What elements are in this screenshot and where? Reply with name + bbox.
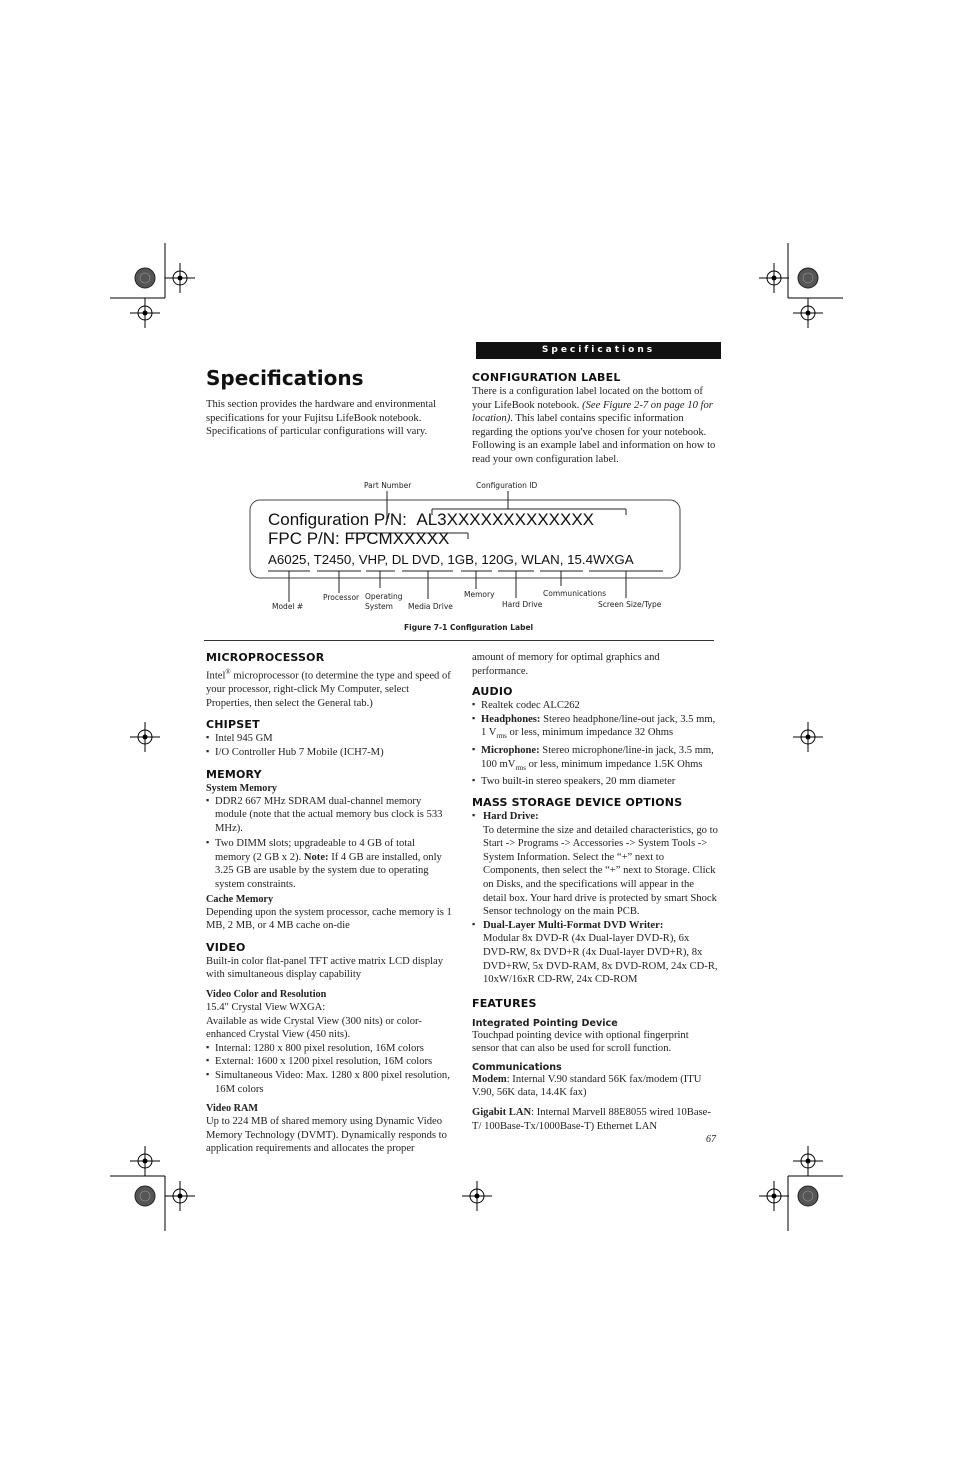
- list-item: ▪ Two DIMM slots; upgradeable to 4 GB of total memory (2 GB x 2). Note: If 4 GB are installed, only 3.25 GB are usable by the system due to operating system constraints.: [206, 837, 452, 891]
- label-configuration-id: Configuration ID: [476, 481, 538, 490]
- microprocessor-heading: MICROPROCESSOR: [206, 651, 325, 664]
- list-item: ▪ External: 1600 x 1200 pixel resolution, 16M colors: [206, 1055, 452, 1069]
- pointing-device-heading: Integrated Pointing Device: [472, 1017, 618, 1029]
- registration-mark-icon: [462, 1181, 492, 1211]
- communications-heading: Communications: [472, 1061, 562, 1073]
- label-memory: Memory: [464, 590, 495, 599]
- config-line-1: Configuration P/N: AL3XXXXXXXXXXXXX: [268, 510, 595, 529]
- configuration-label-section: [472, 371, 720, 467]
- microprocessor-body: Intel® microprocessor (to determine the type and speed of your processor, right-click My Computer, select Properties, then select the General tab.): [206, 668, 451, 709]
- label-model: Model #: [272, 602, 304, 611]
- registration-mark-icon: [759, 1181, 789, 1211]
- config-line-3: A6025, T2450, VHP, DL DVD, 1GB, 120G, WLAN, 15.4WXGA: [268, 552, 634, 567]
- modem-spec: Modem: Internal V.90 standard 56K fax/modem (ITU V.90, 56K data, 14.4K fax): [472, 1073, 702, 1099]
- video-ram-heading: Video RAM: [206, 1103, 258, 1115]
- registration-mark-icon: [793, 298, 823, 328]
- list-item: ▪ Headphones: Stereo headphone/line-out jack, 3.5 mm, 1 $V_{rms}$ or less, minimum impedance 32 Ohms: [472, 713, 718, 744]
- label-screen-size: Screen Size/Type: [598, 600, 662, 609]
- registration-mark-icon: [130, 1146, 160, 1176]
- list-item: ▪ DDR2 667 MHz SDRAM dual-channel memory module (note that the actual memory bus clock is 533 MHz).: [206, 795, 452, 836]
- video-ram-body: Up to 224 MB of shared memory using Dynamic Video Memory Technology (DVMT). Dynamically responds to application requirements and allocates the proper: [206, 1116, 447, 1155]
- list-item: ▪ Microphone: Stereo microphone/line-in jack, 3.5 mm, 100 $mV_{rms}$ or less, minimum impedance 1.5K Ohms: [472, 744, 718, 775]
- list-item: ▪ Realtek codec ALC262: [472, 699, 718, 713]
- list-item: ▪ Internal: 1280 x 800 pixel resolution, 16M colors: [206, 1042, 452, 1056]
- mass-storage-list: [472, 810, 718, 987]
- figure-caption: Figure 7-1 Configuration Label: [404, 623, 534, 632]
- configuration-label-body: There is a configuration label located on the bottom of your LifeBook notebook. (See Figure 2-7 on page 10 for location). This label contains specific information regarding the options you've chosen for your notebook. Following is an example label and information on how to read your own configuration label.: [472, 386, 716, 465]
- video-resolution-heading: Video Color and Resolution: [206, 989, 327, 1001]
- label-processor: Processor: [323, 593, 360, 602]
- list-item: ▪ Simultaneous Video: Max. 1280 x 800 pixel resolution, 16M colors: [206, 1069, 452, 1096]
- features-heading: FEATURES: [472, 996, 537, 1010]
- registration-dial-icon: [798, 1186, 818, 1206]
- registration-mark-icon: [130, 298, 160, 328]
- list-item: ▪ Two built-in stereo speakers, 20 mm diameter: [472, 775, 718, 789]
- list-item: ▪ Intel 945 GM: [206, 732, 452, 746]
- system-memory-heading: System Memory: [206, 782, 278, 794]
- cache-memory-body: Depending upon the system processor, cache memory is 1 MB, 2 MB, or 4 MB cache on-die: [206, 906, 452, 932]
- memory-heading: MEMORY: [206, 767, 262, 781]
- list-item: ▪ I/O Controller Hub 7 Mobile (ICH7-M): [206, 746, 452, 760]
- video-resolution-line1: 15.4" Crystal View WXGA:: [206, 1002, 326, 1014]
- list-item: ▪ Hard Drive: To determine the size and detailed characteristics, go to Start -> Programs -> Accessories -> System Tools -> System Information. Select the “+” next to Components, then select the “+” next to Storage. Click on Disks, and the specifications will appear in the detail box. Your hard drive is protected by smart Shock Sensor technology on the main PCB.: [472, 810, 718, 919]
- registration-mark-icon: [165, 263, 195, 293]
- continued-paragraph: amount of memory for optimal graphics and performance.: [472, 652, 660, 677]
- right-column: [472, 651, 718, 1133]
- label-communications: Communications: [543, 589, 607, 598]
- pointing-device-body: Touchpad pointing device with optional fingerprint sensor that can also be used for scroll function.: [472, 1029, 689, 1055]
- intro-paragraph: This section provides the hardware and environmental specifications for your Fujitsu LifeBook notebook. Specifications of particular configurations will vary.: [206, 399, 437, 438]
- registration-mark-icon: [793, 722, 823, 752]
- configuration-label-figure: [240, 478, 710, 638]
- label-operating-system: Operating System: [365, 592, 403, 611]
- cache-memory-heading: Cache Memory: [206, 893, 274, 905]
- section-header-tab: Specifications: [476, 342, 721, 359]
- registration-dial-icon: [135, 1186, 155, 1206]
- registration-mark-icon: [130, 722, 160, 752]
- registration-mark-icon: [759, 263, 789, 293]
- configuration-label-heading: CONFIGURATION LABEL: [472, 371, 621, 384]
- figure-reference: (See Figure 2-7 on page 10 for location): [472, 399, 713, 425]
- video-resolution-line2: Available as wide Crystal View (300 nits) or color-enhanced Crystal View (450 nits).: [206, 1015, 422, 1041]
- left-column: [206, 651, 452, 1156]
- label-part-number: Part Number: [364, 481, 412, 490]
- video-heading: VIDEO: [206, 940, 246, 954]
- audio-heading: AUDIO: [472, 685, 513, 699]
- config-line-2: FPC P/N: FPCMXXXXX: [268, 529, 450, 548]
- list-item: ▪ Dual-Layer Multi-Format DVD Writer: Modular 8x DVD-R (4x Dual-layer DVD-R), 6x DVD-RW, 8x DVD+R (4x Dual-layer DVD+R), 8x DVD+RW, 5x DVD-RAM, 8x DVD-ROM, 24x CD-R, 10xW/16xR CD-RW, 24x CD-ROM: [472, 919, 718, 987]
- label-media-drive: Media Drive: [408, 602, 453, 611]
- mass-storage-heading: MASS STORAGE DEVICE OPTIONS: [472, 795, 683, 809]
- registration-dial-icon: [135, 268, 155, 288]
- registration-dial-icon: [798, 268, 818, 288]
- registration-mark-icon: [793, 1146, 823, 1176]
- lan-spec: Gigabit LAN: Internal Marvell 88E8055 wired 10Base-T/ 100Base-Tx/1000Base-T) Ethernet LAN: [472, 1107, 711, 1132]
- page-number: 67: [706, 1134, 716, 1145]
- audio-list: [472, 699, 718, 789]
- section-divider: [204, 640, 714, 641]
- chipset-heading: CHIPSET: [206, 718, 260, 732]
- chipset-list: [206, 732, 452, 759]
- page-title: Specifications: [206, 366, 364, 390]
- video-body: Built-in color flat-panel TFT active matrix LCD display with simultaneous display capability: [206, 955, 444, 981]
- label-hard-drive: Hard Drive: [502, 600, 543, 609]
- memory-list: [206, 795, 452, 892]
- video-list: [206, 1042, 452, 1096]
- registration-mark-icon: [165, 1181, 195, 1211]
